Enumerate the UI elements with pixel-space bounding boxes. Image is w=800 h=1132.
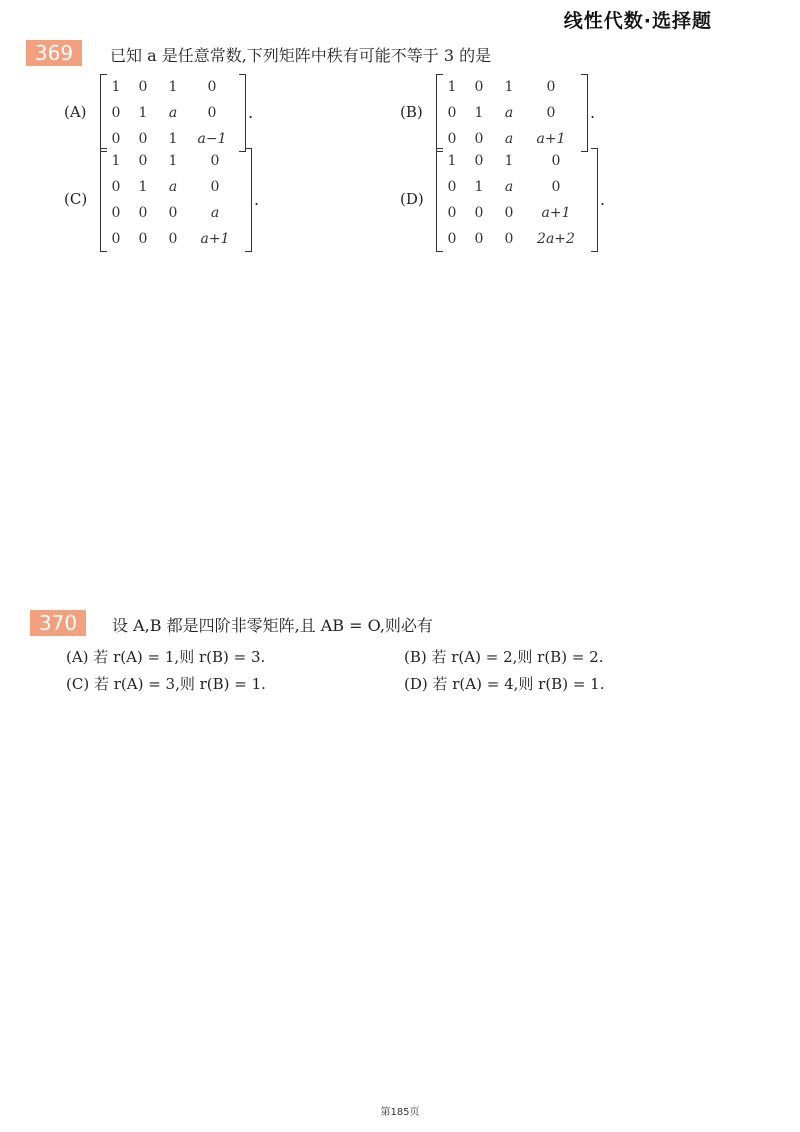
- option-370-b: (B) 若 r(A) = 2,则 r(B) = 2.: [404, 648, 604, 666]
- question-stem-369: 已知 a 是任意常数,下列矩阵中秩有可能不等于 3 的是: [110, 46, 492, 65]
- matrix-cell: 1: [504, 79, 514, 95]
- matrix-cell: 1: [138, 105, 148, 121]
- matrix-cell: a+1: [200, 231, 230, 247]
- option-369-c-label: (C): [64, 190, 88, 208]
- matrix-cell: a+1: [541, 205, 571, 221]
- option-369-b-label: (B): [400, 103, 423, 121]
- page-number: 第185页: [380, 1107, 420, 1118]
- question-number-370: 370: [30, 610, 86, 636]
- option-369-b-period: .: [590, 103, 596, 122]
- matrix-row: [105, 200, 251, 226]
- matrix-cell: 1: [504, 153, 514, 169]
- matrix-row: [105, 100, 245, 126]
- matrix-cell: 0: [210, 153, 220, 169]
- matrix-cell: 0: [111, 205, 121, 221]
- matrix-cell: 0: [138, 205, 148, 221]
- matrix-cell: 0: [474, 131, 484, 147]
- matrix-cell: 2a+2: [537, 231, 575, 247]
- matrix-cell: 1: [447, 79, 457, 95]
- matrix-cell: 0: [474, 205, 484, 221]
- option-369-d-period: .: [600, 190, 606, 209]
- matrix-row: [105, 226, 251, 252]
- matrix-cell: 0: [447, 231, 457, 247]
- matrix-cell: 0: [546, 105, 556, 121]
- matrix-row: [441, 200, 597, 226]
- matrix-cell: a+1: [536, 131, 566, 147]
- matrix-cell: 0: [546, 79, 556, 95]
- matrix-cell: a: [168, 179, 178, 195]
- matrix-cell: 0: [447, 131, 457, 147]
- matrix-cell: 0: [447, 105, 457, 121]
- option-369-a-label: (A): [64, 103, 87, 121]
- matrix-row: [105, 74, 245, 100]
- option-370-a: (A) 若 r(A) = 1,则 r(B) = 3.: [66, 648, 266, 666]
- matrix-cell: 0: [138, 79, 148, 95]
- matrix-cell: 0: [138, 153, 148, 169]
- matrix-row: [105, 148, 251, 174]
- question-number-369: 369: [26, 40, 82, 66]
- matrix-cell: a: [168, 105, 178, 121]
- matrix-cell: 0: [207, 105, 217, 121]
- matrix-cell: 1: [474, 179, 484, 195]
- matrix-cell: 1: [111, 153, 121, 169]
- matrix-cell: 0: [111, 231, 121, 247]
- matrix-cell: 1: [138, 179, 148, 195]
- matrix-cell: 1: [447, 153, 457, 169]
- matrix-cell: a: [504, 131, 514, 147]
- matrix-cell: a: [504, 105, 514, 121]
- matrix-cell: 0: [551, 153, 561, 169]
- matrix-cell: 0: [138, 131, 148, 147]
- matrix-cell: 1: [168, 131, 178, 147]
- matrix-cell: 0: [474, 231, 484, 247]
- matrix-cell: a: [504, 179, 514, 195]
- question-stem-370: 设 A,B 都是四阶非零矩阵,且 AB = O,则必有: [112, 616, 433, 635]
- matrix-cell: 0: [210, 179, 220, 195]
- option-369-d-matrix: [436, 148, 598, 252]
- matrix-row: [441, 148, 597, 174]
- option-370-d: (D) 若 r(A) = 4,则 r(B) = 1.: [404, 675, 605, 693]
- option-369-c-period: .: [254, 190, 260, 209]
- matrix-cell: 1: [168, 153, 178, 169]
- option-369-c-matrix: [100, 148, 252, 252]
- matrix-cell: a−1: [197, 131, 227, 147]
- matrix-cell: a: [210, 205, 220, 221]
- option-369-b-matrix: [436, 74, 588, 152]
- matrix-cell: 0: [474, 153, 484, 169]
- matrix-row: [441, 74, 587, 100]
- matrix-cell: 0: [168, 205, 178, 221]
- matrix-cell: 0: [504, 205, 514, 221]
- option-369-a-period: .: [248, 103, 254, 122]
- matrix-cell: 0: [447, 179, 457, 195]
- matrix-cell: 0: [138, 231, 148, 247]
- matrix-row: [105, 174, 251, 200]
- matrix-row: [441, 100, 587, 126]
- matrix-cell: 0: [111, 131, 121, 147]
- matrix-cell: 0: [447, 205, 457, 221]
- matrix-cell: 0: [504, 231, 514, 247]
- matrix-cell: 1: [168, 79, 178, 95]
- matrix-cell: 0: [474, 79, 484, 95]
- matrix-cell: 0: [551, 179, 561, 195]
- matrix-row: [441, 226, 597, 252]
- matrix-cell: 1: [111, 79, 121, 95]
- option-369-a-matrix: [100, 74, 246, 152]
- matrix-cell: 1: [474, 105, 484, 121]
- matrix-cell: 0: [207, 79, 217, 95]
- matrix-cell: 0: [111, 179, 121, 195]
- option-370-c: (C) 若 r(A) = 3,则 r(B) = 1.: [66, 675, 266, 693]
- matrix-cell: 0: [111, 105, 121, 121]
- matrix-row: [441, 174, 597, 200]
- option-369-d-label: (D): [400, 190, 424, 208]
- matrix-cell: 0: [168, 231, 178, 247]
- section-title: 线性代数·选择题: [563, 10, 712, 32]
